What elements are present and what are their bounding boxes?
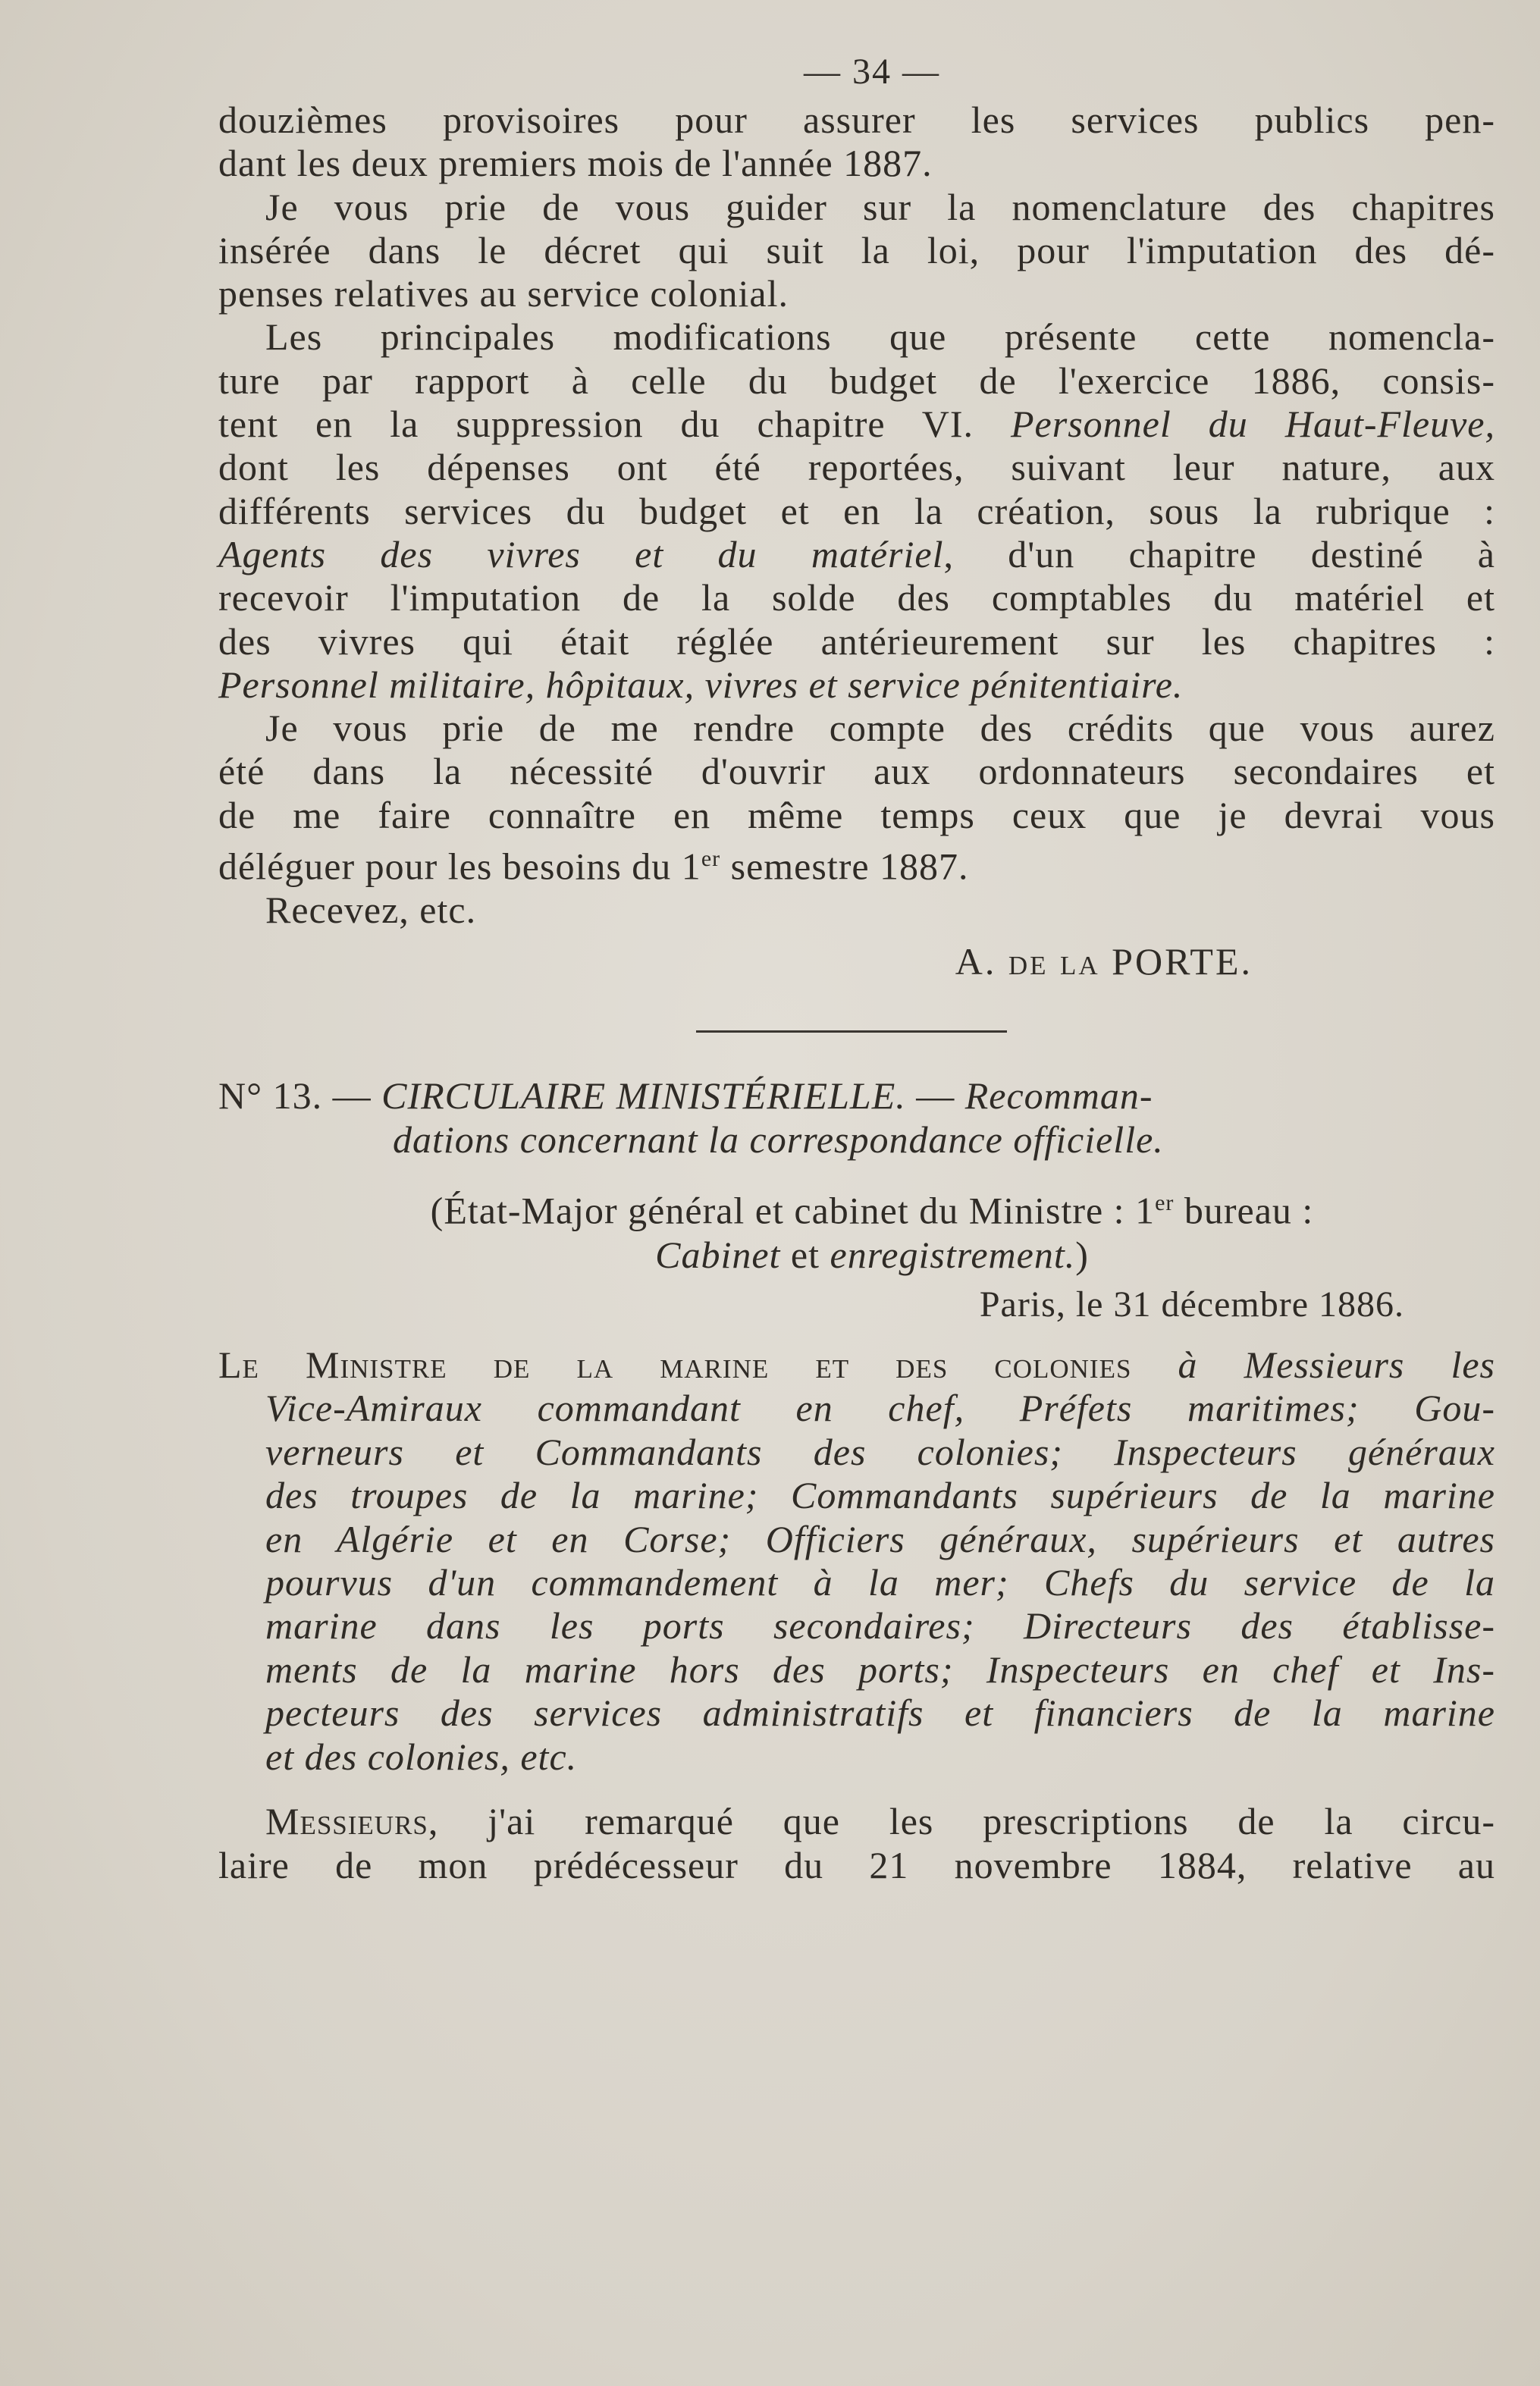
salutation-word: Messieurs	[265, 1800, 428, 1843]
text-span: (État-Major général et cabinet du Ministre : 1	[430, 1189, 1156, 1232]
dash: —	[322, 1074, 382, 1118]
text-span: déléguer pour les besoins du 1	[218, 845, 701, 888]
date-line: Paris, le 31 décembre 1886.	[979, 1284, 1404, 1325]
section-divider	[696, 1030, 1007, 1033]
text-span: , d'un chapitre destiné à	[943, 532, 1495, 575]
text-line	[218, 403, 1495, 446]
italic-span: enregistrement.	[830, 1233, 1076, 1276]
text-line: différents services du budget et en la création, sous la rubrique :	[218, 489, 1495, 532]
text-line	[218, 533, 1495, 576]
text-line: verneurs et Commandants des colonies; Inspecteurs généraux	[265, 1430, 1495, 1473]
signature: A. de la PORTE.	[955, 940, 1253, 983]
text-span: , j'ai remarqué que les prescriptions de la circu-	[428, 1800, 1495, 1843]
text-span: et	[780, 1233, 830, 1276]
dash: —	[905, 1074, 965, 1118]
text-line	[249, 1181, 1495, 1233]
circular-subject: Recomman-	[964, 1074, 1153, 1118]
text-line: ture par rapport à celle du budget de l'exercice 1886, consis-	[218, 359, 1495, 402]
italic-span: Agents des vivres et du matériel	[218, 532, 944, 575]
text-line: penses relatives au service colonial.	[218, 272, 789, 315]
text-line: été dans la nécessité d'ouvrir aux ordonnateurs secondaires et	[218, 750, 1495, 793]
text-span: semestre 1887.	[720, 845, 969, 888]
salutation-paragraph	[218, 1800, 1495, 1887]
text-line	[218, 1800, 1495, 1844]
text-line: Les principales modifications que présente cette nomencla-	[265, 315, 1495, 359]
italic-span: Cabinet	[655, 1233, 781, 1276]
text-line: douzièmes provisoires pour assurer les services publics pen-	[218, 99, 1495, 141]
text-line: recevoir l'imputation de la solde des comptables du matériel et	[218, 576, 1495, 619]
circular-heading	[218, 1074, 1495, 1162]
text-line: laire de mon prédécesseur du 21 novembre 1884, relative au	[218, 1843, 1495, 1886]
circular-title: CIRCULAIRE MINISTÉRIELLE.	[381, 1074, 906, 1118]
address-block	[218, 1343, 1495, 1779]
text-span: à	[1131, 1343, 1244, 1386]
text-line: Vice-Amiraux commandant en chef, Préfets maritimes; Gou-	[265, 1387, 1495, 1430]
text-line: marine dans les ports secondaires; Directeurs des établisse-	[265, 1604, 1495, 1648]
text-line: insérée dans le décret qui suit la loi, pour l'imputation des dé-	[218, 228, 1495, 271]
text-line: pourvus d'un commandement à la mer; Chefs du service de la	[265, 1560, 1495, 1604]
text-span: )	[1075, 1233, 1089, 1276]
text-line: de me faire connaître en même temps ceux que je devrai vous	[218, 793, 1495, 836]
superscript: er	[1155, 1190, 1175, 1216]
text-line: Je vous prie de me rendre compte des crédits que vous aurez	[265, 707, 1495, 750]
text-line: dont les dépenses ont été reportées, suivant leur nature, aux	[218, 446, 1495, 489]
text-line: pecteurs des services administratifs et financiers de la marine	[265, 1692, 1495, 1735]
italic-span: Messieurs les	[1244, 1343, 1495, 1386]
text-line: Personnel militaire, hôpitaux, vivres et service pénitentiaire.	[218, 663, 1184, 706]
paragraph-1	[218, 99, 1495, 186]
circular-subject-line-2: dations concernant la correspondance officielle.	[393, 1118, 1164, 1162]
text-line	[218, 1343, 1495, 1387]
text-line: des vivres qui était réglée antérieurement sur les chapitres :	[218, 619, 1495, 663]
paragraph-4	[218, 707, 1495, 932]
italic-span: Personnel du Haut-Fleuve,	[1011, 403, 1495, 446]
text-line: des troupes de la marine; Commandants supérieurs de la marine	[265, 1474, 1495, 1517]
addressee-list	[218, 1387, 1495, 1779]
page-number: — 34 —	[804, 52, 940, 92]
text-line: Je vous prie de vous guider sur la nomenclature des chapitres	[265, 185, 1495, 228]
text-line: dant les deux premiers mois de l'année 1887.	[218, 142, 933, 185]
superscript: er	[701, 846, 721, 872]
text-line: en Algérie et en Corse; Officiers généraux, supérieurs et autres	[265, 1517, 1495, 1560]
text-span: tent en la suppression du chapitre VI.	[218, 403, 1012, 446]
text-line	[218, 837, 1495, 889]
closing: Recevez, etc.	[265, 889, 477, 931]
paragraph-2	[218, 186, 1495, 316]
paragraph-3	[218, 315, 1495, 707]
text-line: et des colonies, etc.	[265, 1735, 578, 1778]
department-line	[218, 1181, 1495, 1277]
text-line	[249, 1233, 1495, 1277]
circular-number: N° 13.	[218, 1074, 323, 1118]
text-line: ments de la marine hors des ports; Inspecteurs en chef et Ins-	[265, 1648, 1495, 1691]
text-column	[218, 45, 1495, 1887]
text-span: bureau :	[1174, 1189, 1314, 1232]
sender: Le Ministre de la marine et des colonies	[218, 1343, 1132, 1386]
